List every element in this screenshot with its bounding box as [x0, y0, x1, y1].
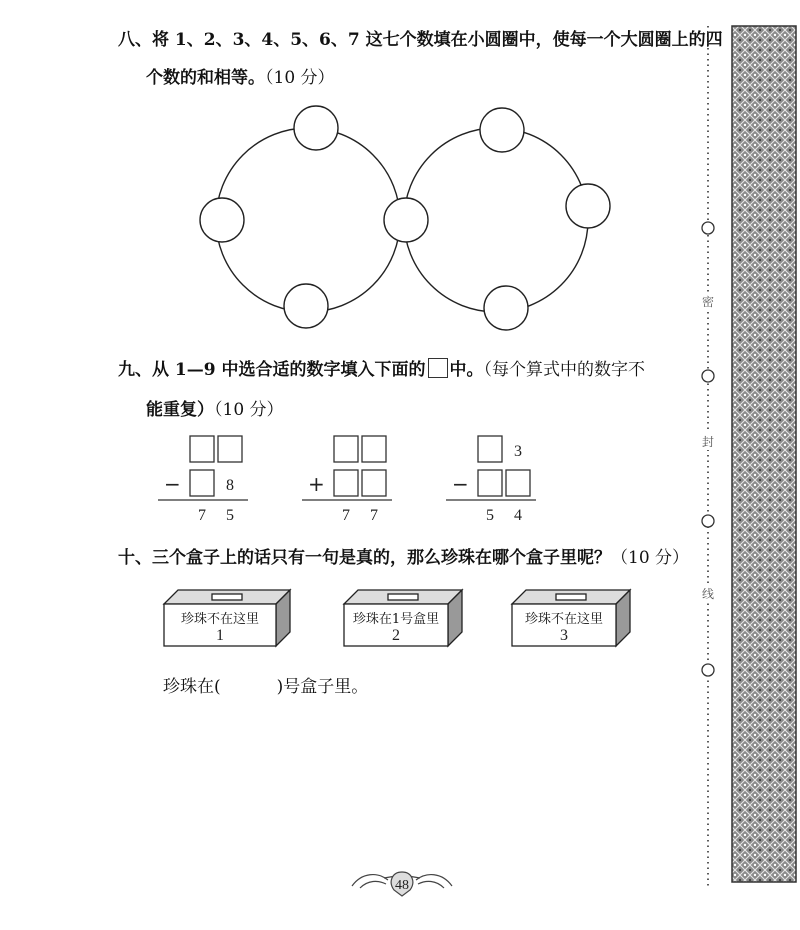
- q9-p2-result-ones: 7: [370, 507, 378, 524]
- q9-p2-result-tens: 7: [342, 507, 350, 524]
- answer-box[interactable]: [362, 470, 386, 496]
- answer-box[interactable]: [334, 470, 358, 496]
- small-circle[interactable]: [294, 106, 338, 150]
- q9-p1-operator: −: [164, 472, 181, 496]
- small-circle[interactable]: [480, 108, 524, 152]
- answer-box[interactable]: [190, 470, 214, 496]
- box-3-label: 珍珠不在这里: [524, 612, 604, 627]
- q9-p1-result-tens: 7: [198, 507, 206, 524]
- box-2-label: 珍珠在1号盒里: [352, 612, 440, 627]
- seal-circle-4: [702, 664, 714, 676]
- answer-box[interactable]: [218, 436, 242, 462]
- seal-char-mi: 密: [701, 295, 715, 309]
- q9-p3-result-tens: 5: [486, 507, 494, 524]
- q8-line1: 八、将 1、2、3、4、5、6、7 这七个数填在小圆圈中，使每一个大圆圈上的四: [118, 30, 723, 50]
- box-2-number: 2: [392, 627, 400, 644]
- answer-box[interactable]: [478, 436, 502, 462]
- answer-box[interactable]: [190, 436, 214, 462]
- q9-points: （10 分）: [214, 400, 284, 420]
- margin-pattern-strip: [732, 26, 796, 882]
- q10-answer-line: 珍珠在( )号盒子里。: [163, 677, 369, 697]
- box-1-label: 珍珠不在这里: [180, 612, 260, 627]
- q9-p1-given: 8: [226, 477, 234, 494]
- box-3-number: 3: [560, 627, 568, 644]
- answer-box[interactable]: [506, 470, 530, 496]
- seal-circle-2: [702, 370, 714, 382]
- q9-p3-operator: −: [452, 472, 469, 496]
- small-circle[interactable]: [284, 284, 328, 328]
- seal-circle-1: [702, 222, 714, 234]
- q9-p3-given: 3: [514, 443, 522, 460]
- q9-p3-result-ones: 4: [514, 507, 522, 524]
- q9-note: （每个算式中的数字不: [483, 360, 645, 380]
- seal-circle-3: [702, 515, 714, 527]
- q10-points: （10 分）: [611, 548, 690, 568]
- answer-box[interactable]: [334, 436, 358, 462]
- big-circle-right: [404, 128, 588, 312]
- small-circle[interactable]: [484, 286, 528, 330]
- answer-box[interactable]: [478, 470, 502, 496]
- q10-line1: 十、三个盒子上的话只有一句是真的，那么珍珠在哪个盒子里呢？（10 分）: [118, 548, 690, 568]
- q9-p2-operator: +: [308, 472, 325, 496]
- q9-p1-result-ones: 5: [226, 507, 234, 524]
- seal-char-xian: 线: [701, 587, 715, 601]
- q9-line1: 九、从 1—9 中选合适的数字填入下面的 中。（每个算式中的数字不: [118, 360, 645, 380]
- small-circle[interactable]: [566, 184, 610, 228]
- q8-points: （10 分）: [265, 68, 335, 88]
- page-number: 48: [395, 878, 409, 893]
- small-circle[interactable]: [384, 198, 428, 242]
- answer-box[interactable]: [362, 436, 386, 462]
- small-circle[interactable]: [200, 198, 244, 242]
- seal-char-feng: 封: [701, 435, 715, 449]
- box-1-number: 1: [216, 627, 224, 644]
- q8-circle-diagram: [200, 106, 610, 330]
- q9-line2: 能重复）（10 分）: [146, 400, 284, 420]
- q8-line2: 个数的和相等。（10 分）: [146, 68, 335, 88]
